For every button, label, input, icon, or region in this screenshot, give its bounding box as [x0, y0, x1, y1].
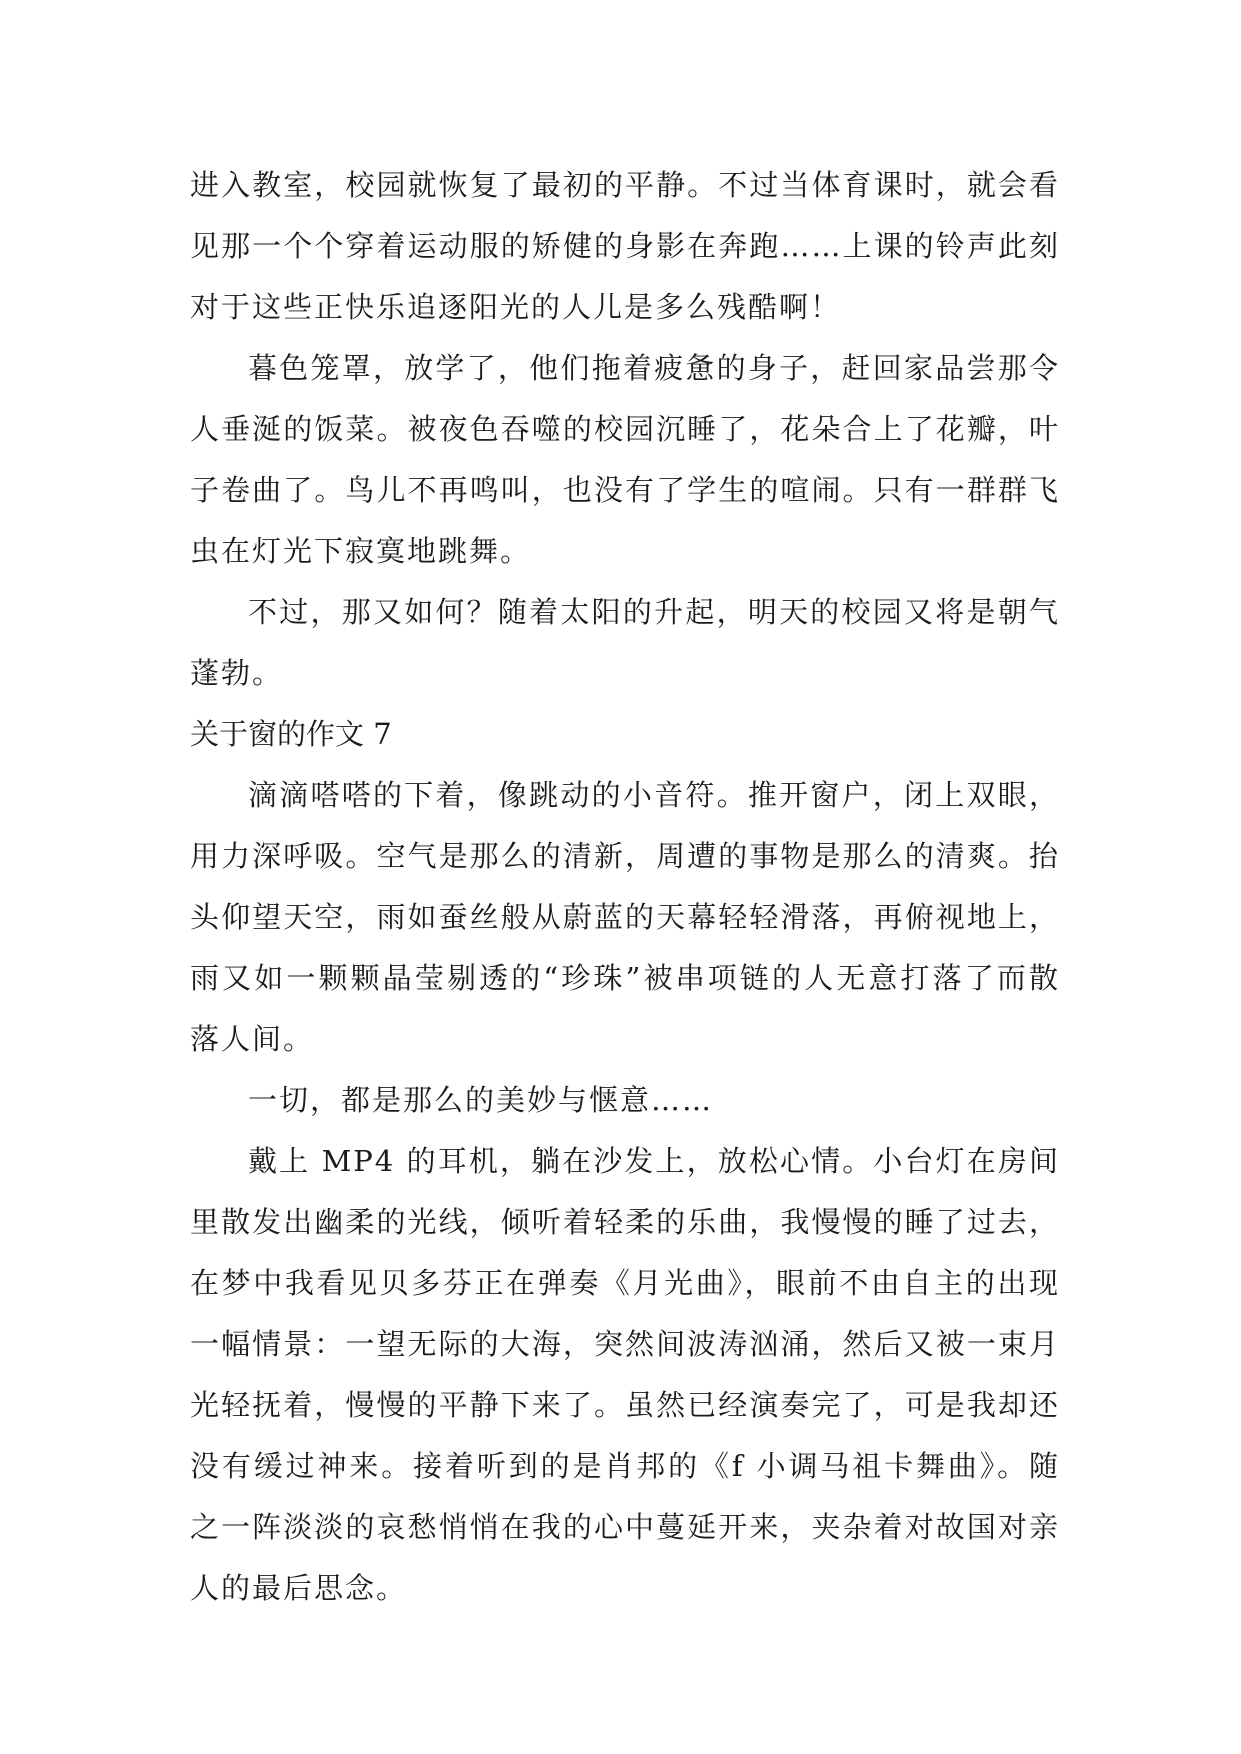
paragraph-morning: 不过，那又如何？随着太阳的升起，明天的校园又将是朝气蓬勃。 [190, 595, 1060, 690]
paragraph-continued: 进入教室，校园就恢复了最初的平静。不过当体育课时，就会看见那一个个穿着运动服的矫健的身影在奔跑……上课的铃声此刻对于这些正快乐追逐阳光的人儿是多么残酷啊！ [190, 168, 1060, 324]
essay-heading: 关于窗的作文 7 [190, 717, 392, 751]
paragraph-music: 戴上 MP4 的耳机，躺在沙发上，放松心情。小台灯在房间里散发出幽柔的光线，倾听着轻柔的乐曲，我慢慢的睡了过去，在梦中我看见贝多芬正在弹奏《月光曲》，眼前不由自主的出现一幅情景：一望无际的大海，突然间波涛汹涌，然后又被一束月光轻抚着，慢慢的平静下来了。虽然已经演奏完了，可是我却还没有缓过神来。接着听到的是肖邦的《f 小调马祖卡舞曲》。随之一阵淡淡的哀愁悄悄在我的心中蔓延开来，夹杂着对故国对亲人的最后思念。 [190, 1144, 1060, 1605]
paragraph-dusk: 暮色笼罩，放学了，他们拖着疲惫的身子，赶回家品尝那令人垂涎的饭菜。被夜色吞噬的校园沉睡了，花朵合上了花瓣，叶子卷曲了。鸟儿不再鸣叫，也没有了学生的喧闹。只有一群群飞虫在灯光下寂寞地跳舞。 [190, 351, 1060, 568]
paragraph-rain: 滴滴嗒嗒的下着，像跳动的小音符。推开窗户，闭上双眼，用力深呼吸。空气是那么的清新，周遭的事物是那么的清爽。抬头仰望天空，雨如蚕丝般从蔚蓝的天幕轻轻滑落，再俯视地上，雨又如一颗颗晶莹剔透的“珍珠”被串项链的人无意打落了而散落人间。 [190, 778, 1060, 1056]
paragraph-pleasant: 一切，都是那么的美妙与惬意…… [248, 1083, 714, 1117]
document-body [190, 155, 1060, 1619]
